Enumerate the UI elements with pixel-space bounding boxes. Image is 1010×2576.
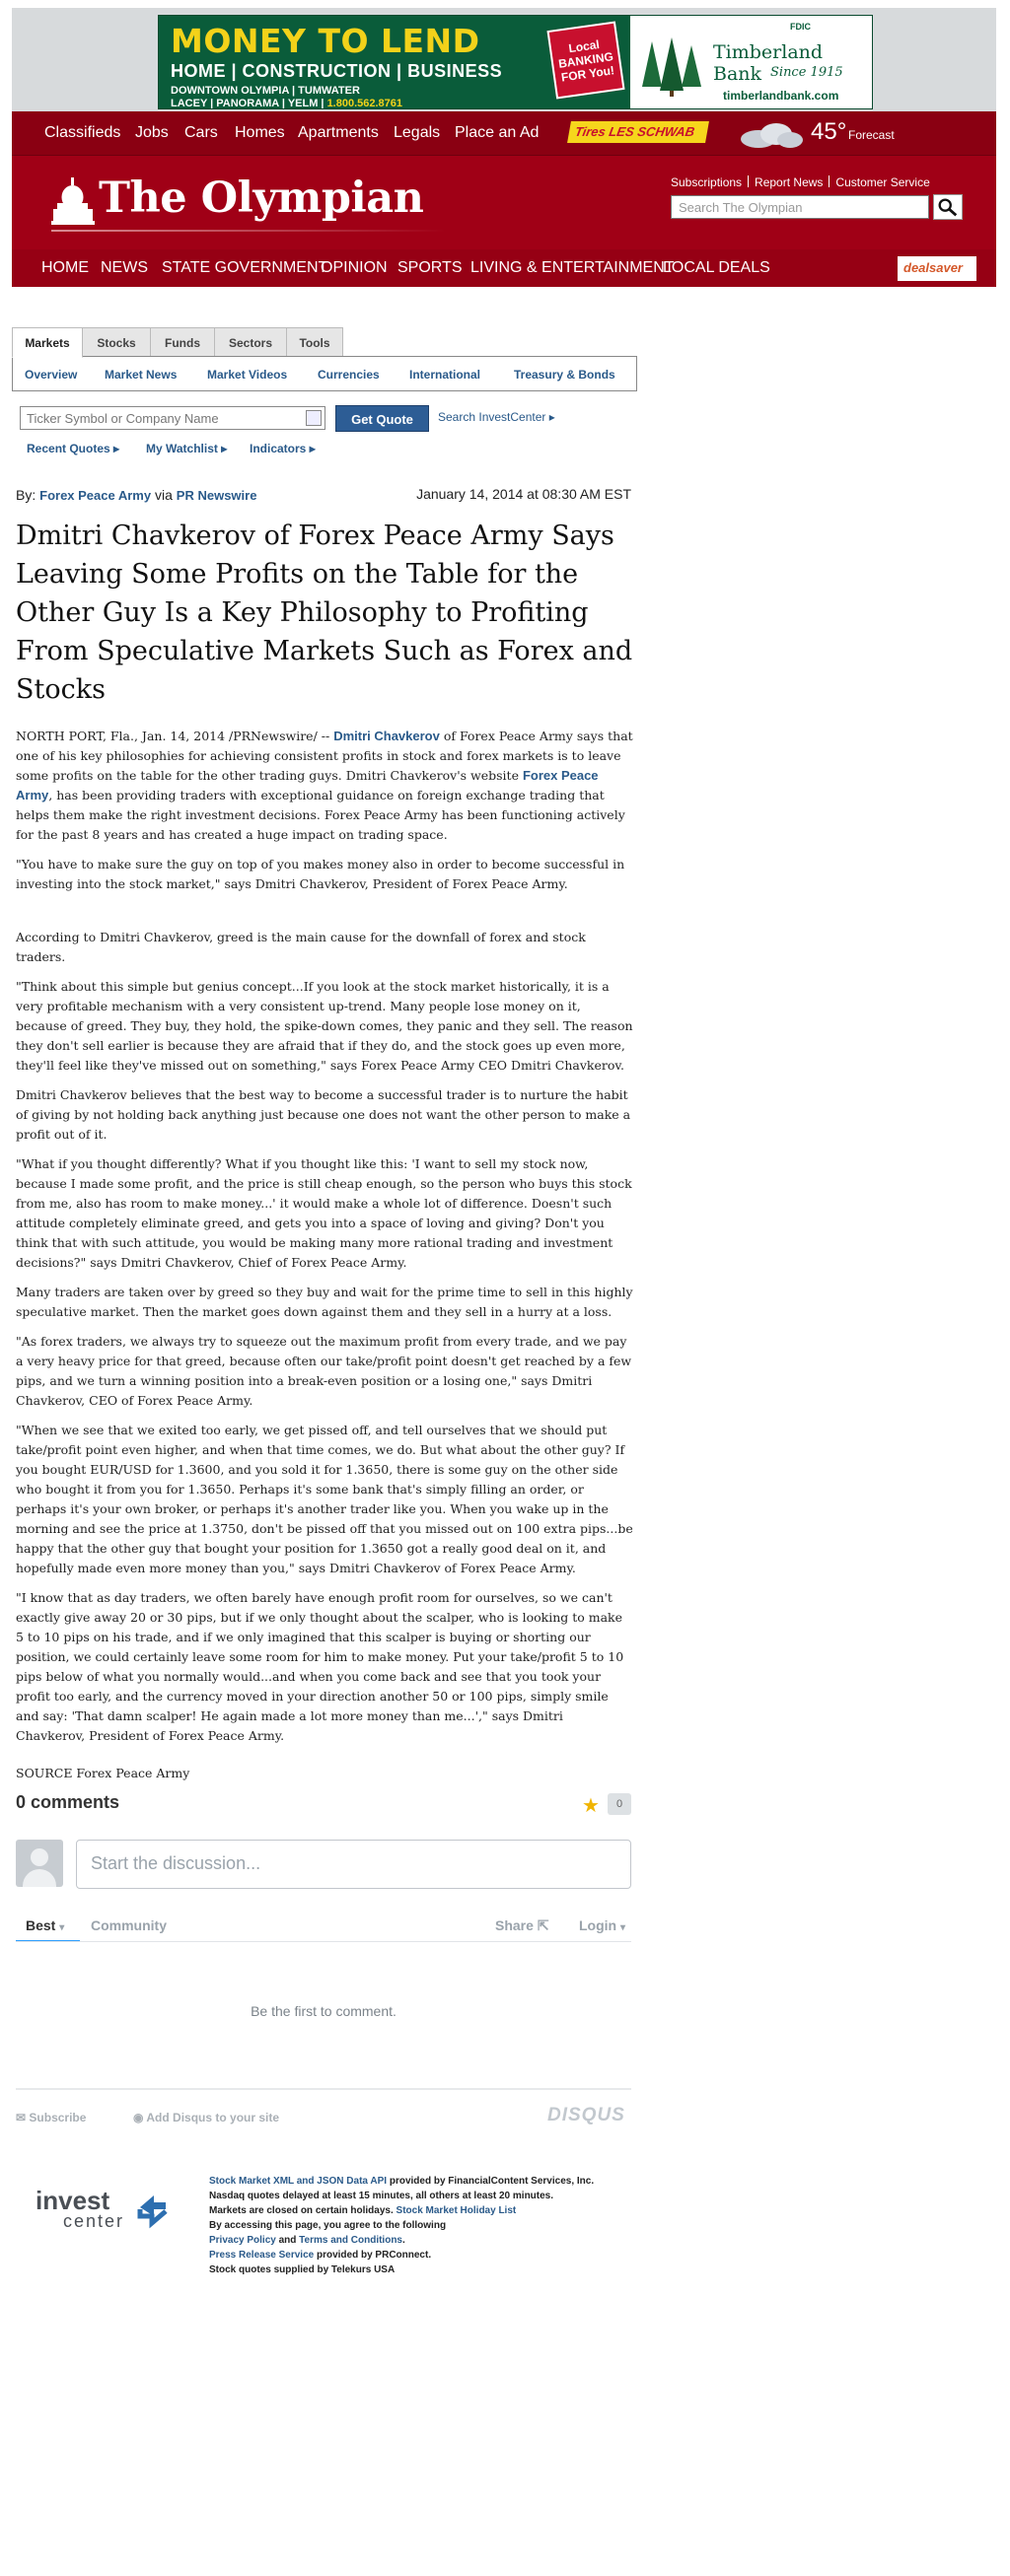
press-release-service-link[interactable]: Press Release Service bbox=[209, 2250, 315, 2261]
legal-line-6-text: provided by PRConnect. bbox=[314, 2250, 432, 2261]
tab-funds[interactable]: Funds bbox=[150, 327, 215, 357]
legal-notice bbox=[209, 2174, 643, 2277]
paragraph: "What if you thought differently? What if you thought like this: 'I want to sell my stock now, because I made some profit, and the price is still cheap enough, so the person who buys this stock from me, also has room to make money...' it would make a whole lot of difference. Doesn't such attitude completely eliminate greed, and gets you into a space of loving and giving? Don't you think that with such attitude, you would be making many more rational trading and investment decisions?" says Dmitri Chavkerov, Chief of Forex Peace Army. bbox=[16, 1156, 632, 1270]
paragraph bbox=[16, 727, 633, 845]
investcenter-logo[interactable] bbox=[36, 2186, 174, 2235]
nav-living-entertainment[interactable]: LIVING & ENTERTAINMENT bbox=[470, 259, 675, 276]
header-wrapper bbox=[12, 8, 996, 287]
markets-subtabs bbox=[12, 356, 637, 391]
tab-markets[interactable]: Markets bbox=[12, 327, 83, 358]
dmitri-chavkerov-link[interactable]: Dmitri Chavkerov bbox=[333, 729, 440, 743]
comments-footer-divider bbox=[16, 2088, 631, 2090]
utility-nav bbox=[12, 111, 996, 156]
my-watchlist-label: My Watchlist bbox=[146, 442, 218, 455]
share-label: Share bbox=[495, 1917, 534, 1933]
privacy-policy-link[interactable]: Privacy Policy bbox=[209, 2235, 276, 2246]
disqus-circle-icon: ◉ bbox=[133, 2111, 144, 2124]
legal-line-4: By accessing this page, you agree to the following bbox=[209, 2220, 447, 2231]
nav-local-deals[interactable]: LOCAL DEALS bbox=[663, 259, 770, 276]
legal-line-3-text: Markets are closed on certain holidays. bbox=[209, 2205, 397, 2216]
ad-subheadline: HOME | CONSTRUCTION | BUSINESS bbox=[171, 61, 503, 81]
legal-line-5-end: . bbox=[402, 2235, 405, 2246]
link-separator bbox=[829, 175, 830, 187]
dealsaver-logo[interactable]: dealsaver bbox=[898, 256, 976, 281]
legal-line-1 bbox=[209, 2174, 643, 2189]
main-nav bbox=[12, 249, 996, 287]
p1-intro: NORTH PORT, Fla., Jan. 14, 2014 /PRNewswire/ -- bbox=[16, 729, 334, 743]
subtab-international[interactable]: International bbox=[409, 368, 481, 382]
search-investcenter-label: Search InvestCenter bbox=[438, 410, 546, 424]
utilnav-apartments[interactable]: Apartments bbox=[298, 124, 379, 141]
nav-news[interactable]: NEWS bbox=[101, 259, 148, 276]
avatar bbox=[16, 1840, 63, 1887]
tab-best-label: Best bbox=[26, 1917, 56, 1933]
tab-stocks[interactable]: Stocks bbox=[82, 327, 151, 357]
legal-line-5-and: and bbox=[275, 2235, 300, 2246]
utilnav-legals[interactable]: Legals bbox=[394, 124, 441, 141]
subtab-treasury-bonds[interactable]: Treasury & Bonds bbox=[514, 368, 615, 382]
paragraph: According to Dmitri Chavkerov, greed is the main cause for the downfall of forex and stock traders. bbox=[16, 930, 586, 964]
utilnav-classifieds[interactable]: Classifieds bbox=[44, 124, 121, 141]
subscribe-link[interactable] bbox=[16, 2111, 86, 2124]
byline bbox=[16, 487, 256, 503]
avatar-head bbox=[31, 1848, 48, 1866]
weather-forecast-link[interactable]: Forecast bbox=[848, 128, 895, 142]
utilnav-homes[interactable]: Homes bbox=[235, 124, 285, 141]
weather-temperature[interactable]: 45° bbox=[811, 118, 847, 145]
nav-state-government[interactable]: STATE GOVERNMENT bbox=[162, 259, 328, 276]
login-button[interactable] bbox=[579, 1917, 625, 1933]
disqus-logo[interactable]: DISQUS bbox=[547, 2105, 625, 2125]
p1-end: , has been providing traders with exceptional guidance on foreign exchange trading that helps them make the right investment decisions. Forex Peace Army has been functioning actively for the past 8 years and has created a huge impact on trading space. bbox=[16, 788, 625, 842]
link-separator bbox=[748, 175, 749, 187]
article-headline: Dmitri Chavkerov of Forex Peace Army Says Leaving Some Profits on the Table for the Other Guy Is a Key Philosophy to Profiting From Speculative Markets Such as Forex and Stocks bbox=[16, 521, 633, 705]
customer-service-link[interactable]: Customer Service bbox=[835, 175, 930, 189]
wire-link[interactable]: PR Newswire bbox=[176, 488, 257, 503]
symbol-lookup-icon[interactable] bbox=[306, 410, 322, 426]
legal-line-3 bbox=[209, 2203, 643, 2218]
byline-via: via bbox=[151, 487, 177, 503]
data-api-link[interactable]: Stock Market XML and JSON Data API bbox=[209, 2176, 388, 2187]
add-disqus-label: Add Disqus to your site bbox=[146, 2111, 280, 2124]
ad-cities-2 bbox=[171, 98, 402, 109]
subtab-market-news[interactable]: Market News bbox=[105, 368, 178, 382]
share-icon: ⇱ bbox=[537, 1917, 549, 1933]
arrow-right-icon: ▸ bbox=[548, 410, 555, 424]
tab-sectors[interactable]: Sectors bbox=[214, 327, 287, 357]
tab-community[interactable]: Community bbox=[91, 1917, 167, 1933]
account-links bbox=[671, 175, 930, 189]
paragraph: "As forex traders, we always try to squeeze out the maximum profit from every trade, and we pay a very heavy price for that greed, because often our take/profit point doesn't get reached by a few pips, and we turn a winning position into a break-even position or a losing one," says Dmitri Chavkerov, CEO of Forex Peace Army. bbox=[16, 1334, 632, 1408]
legal-line-1-text: provided by FinancialContent Services, Inc. bbox=[387, 2176, 595, 2187]
legal-line-6 bbox=[209, 2248, 643, 2263]
recent-quotes-label: Recent Quotes bbox=[27, 442, 110, 455]
chevron-down-icon: ▾ bbox=[620, 1922, 626, 1933]
share-button[interactable] bbox=[495, 1917, 549, 1934]
ad-cities-1: DOWNTOWN OLYMPIA | TUMWATER bbox=[171, 85, 360, 97]
site-search-input[interactable]: Search The Olympian bbox=[671, 195, 929, 219]
utilnav-jobs[interactable]: Jobs bbox=[135, 124, 169, 141]
my-watchlist-link[interactable] bbox=[146, 442, 227, 455]
paragraph: "I know that as day traders, we often barely have enough profit room for ourselves, so we can't exactly give away 20 or 30 pips, but if we only thought about the scalper, who is looking to make 5 to 10 pips on his trade, and if we only imagined that this scalper is buying or shorting our position, we could certainly leave some room for him to make money. Put your take/profit 5 to 10 pips below of what you normally would...and when you come back and see that you took your profit too early, and the currency moved in your direction another 50 or 100 pips, simply smile and say: 'That damn scalper! He again made a lot more money than me...'," says Dmitri Chavkerov, President of Forex Peace Army. bbox=[16, 1590, 624, 1743]
ad-cities-2-text: LACEY | PANORAMA | YELM | bbox=[171, 98, 327, 109]
terms-link[interactable]: Terms and Conditions bbox=[299, 2235, 402, 2246]
empty-comments-message: Be the first to comment. bbox=[251, 2003, 397, 2019]
legal-line-2: Nasdaq quotes delayed at least 15 minutes, all others at least 20 minutes. bbox=[209, 2191, 554, 2201]
legal-line-7: Stock quotes supplied by Telekurs USA bbox=[209, 2264, 396, 2275]
paragraph: "When we see that we exited too early, we get pissed off, and tell ourselves that we should put take/profit point even higher, and when that time comes, we do. But what about the other guy? If you bought EUR/USD for 1.3600, and you sold it for 1.3650, there is some guy on the other side who bought it from you for 1.3650. Perhaps it's some bank that's simply filling an order, or perhaps it's your own broker, or perhaps it's another trader like you. When you wake up in the morning and see the price at 1.3750, don't be pissed off that you missed out on 100 extra pips...be happy that the other guy that bought your position for 1.3650 got a really good deal on it, and hopefully made even more money than you," says Dmitri Chavkerov of Forex Peace Army. bbox=[16, 1423, 633, 1575]
site-logo[interactable]: The Olympian bbox=[99, 174, 424, 223]
get-quote-button[interactable]: Get Quote bbox=[335, 405, 429, 432]
comments-count-title: 0 comments bbox=[16, 1792, 120, 1812]
les-schwab-ad[interactable]: Tires LES SCHWAB bbox=[567, 121, 709, 143]
nav-home[interactable]: HOME bbox=[41, 259, 89, 276]
cloud-icon bbox=[737, 121, 806, 149]
author-link[interactable]: Forex Peace Army bbox=[39, 488, 152, 503]
indicators-link[interactable] bbox=[250, 442, 316, 455]
arrow-right-icon: ▸ bbox=[113, 442, 120, 455]
tab-tools[interactable]: Tools bbox=[286, 327, 343, 357]
masthead bbox=[12, 111, 996, 287]
article-body bbox=[16, 727, 633, 1756]
logo-area bbox=[12, 156, 996, 249]
ad-fdic: FDIC bbox=[790, 22, 811, 32]
star-icon[interactable]: ★ bbox=[582, 1795, 600, 1817]
holiday-list-link[interactable]: Stock Market Holiday List bbox=[396, 2205, 517, 2216]
paragraph: "You have to make sure the guy on top of you makes money also in order to become successful in investing into the stock market," says Dmitri Chavkerov, President of Forex Peace Army. bbox=[16, 857, 625, 891]
capitol-dome-icon bbox=[51, 177, 95, 227]
logo-rule bbox=[51, 230, 446, 232]
forex-peace-army-link[interactable]: Forex Peace Army bbox=[16, 768, 599, 802]
login-label: Login bbox=[579, 1917, 617, 1933]
paragraph: "Think about this simple but genius concept...If you look at the stock market historically, it is a very profitable mechanism with a very consistent up-trend. Many people lose money on it, because of greed. They buy, they hold, the spike-down comes, they panic and they sell. The reason they don't sell earlier is because they are afraid that if they do, and the stock goes up even more, they'll feel like they've missed out on something," says Forex Peace Army CEO Dmitri Chavkerov. bbox=[16, 979, 633, 1073]
legal-line-5 bbox=[209, 2233, 643, 2248]
ad-site[interactable]: timberlandbank.com bbox=[723, 89, 839, 103]
nav-sports[interactable]: SPORTS bbox=[397, 259, 463, 276]
envelope-icon: ✉ bbox=[16, 2111, 27, 2124]
ad-brand: Timberland Bank bbox=[713, 41, 824, 85]
ad-since: Since 1915 bbox=[770, 65, 843, 80]
timberland-bank-ad[interactable] bbox=[158, 15, 873, 109]
article-source: SOURCE Forex Peace Army bbox=[16, 1766, 190, 1780]
byline-prefix: By: bbox=[16, 487, 40, 503]
ad-phone: 1.800.562.8761 bbox=[326, 98, 403, 109]
comment-input[interactable]: Start the discussion... bbox=[76, 1840, 631, 1889]
add-disqus-link[interactable] bbox=[133, 2111, 279, 2124]
subscriptions-link[interactable]: Subscriptions bbox=[671, 175, 743, 189]
search-investcenter-link[interactable] bbox=[438, 410, 555, 424]
utilnav-cars[interactable]: Cars bbox=[184, 124, 218, 141]
comments-divider bbox=[16, 1941, 631, 1942]
chevron-down-icon: ▾ bbox=[59, 1922, 65, 1933]
subscribe-label: Subscribe bbox=[29, 2111, 87, 2124]
subtab-market-videos[interactable]: Market Videos bbox=[207, 368, 288, 382]
paragraph: Many traders are taken over by greed so they buy and wait for the prime time to sell in this highly speculative market. Then the market goes down against them and they sell in a hurry at a loss. bbox=[16, 1285, 633, 1319]
ad-local-banking-badge: Local BANKING FOR You! bbox=[546, 21, 624, 99]
utilnav-place-an-ad[interactable]: Place an Ad bbox=[455, 124, 540, 141]
pine-trees-icon bbox=[640, 37, 709, 97]
tab-best[interactable] bbox=[26, 1917, 64, 1933]
indicators-label: Indicators bbox=[250, 442, 307, 455]
paragraph: Dmitri Chavkerov believes that the best way to become a successful trader is to nurture the habit of giving by not holding back anything just because one does not want the other person to make a profit out of it. bbox=[16, 1087, 631, 1142]
recent-quotes-link[interactable] bbox=[27, 442, 119, 455]
subtab-overview[interactable]: Overview bbox=[25, 368, 78, 382]
subtab-currencies[interactable]: Currencies bbox=[318, 368, 380, 382]
investcenter-arrows-icon bbox=[134, 2190, 172, 2229]
ticker-input[interactable] bbox=[20, 406, 325, 430]
arrow-right-icon: ▸ bbox=[221, 442, 228, 455]
nav-opinion[interactable]: OPINION bbox=[321, 259, 388, 276]
ticker-placeholder: Ticker Symbol or Company Name bbox=[27, 411, 219, 426]
investcenter-logo-word-2: center bbox=[63, 2211, 125, 2231]
report-news-link[interactable]: Report News bbox=[755, 175, 824, 189]
search-icon[interactable] bbox=[933, 194, 963, 220]
investcenter-logo-word-1: invest bbox=[36, 2186, 110, 2215]
recommend-count: 0 bbox=[608, 1793, 631, 1815]
article-date: January 14, 2014 at 08:30 AM EST bbox=[416, 486, 631, 502]
avatar-body bbox=[23, 1869, 56, 1887]
p1-middle: of Forex Peace Army says that one of his key philosophies for achieving consistent profits in stock and forex markets is to leave some profits on the table for the other trading guys. Dmitri Chavkerov's website bbox=[16, 729, 633, 783]
ad-headline: MONEY TO LEND bbox=[171, 22, 480, 60]
arrow-right-icon: ▸ bbox=[309, 442, 316, 455]
